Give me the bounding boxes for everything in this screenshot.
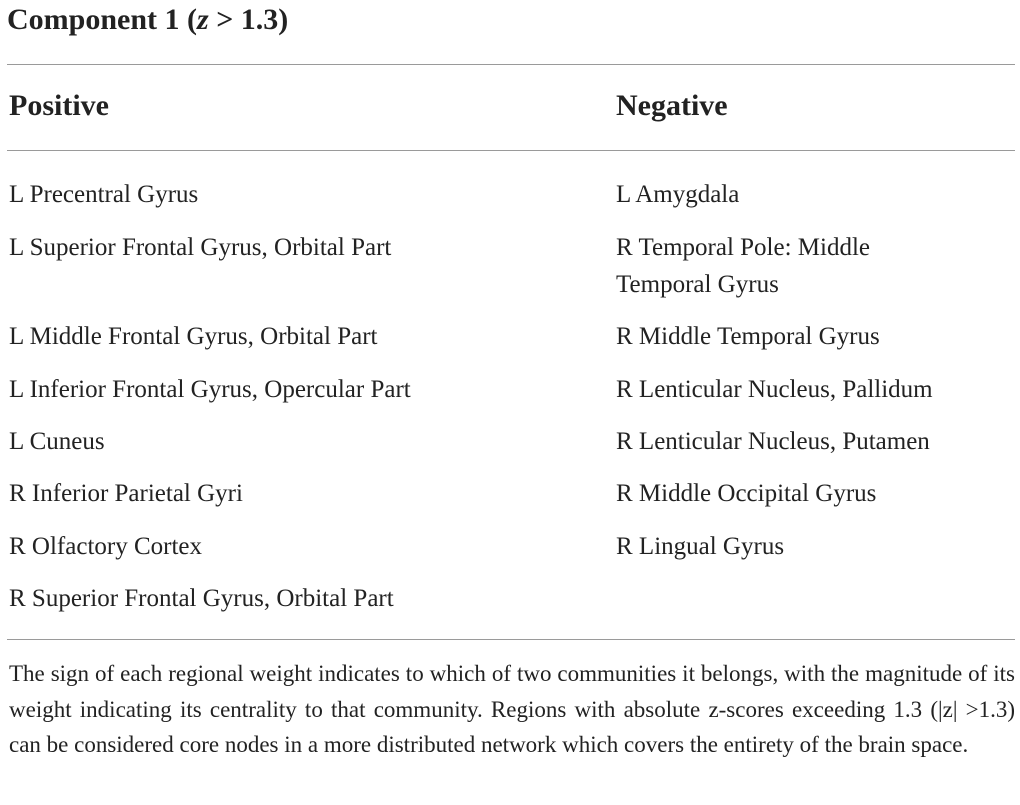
table-cell-negative: R Middle Temporal Gyrus	[616, 323, 880, 350]
table-cell-negative: L Amygdala	[616, 181, 740, 208]
table-cell-positive: L Precentral Gyrus	[9, 181, 199, 208]
table-cell-positive: L Superior Frontal Gyrus, Orbital Part	[9, 234, 392, 261]
table-cell-negative: R Temporal Pole: Middle	[616, 234, 871, 261]
table-cell-positive: R Olfactory Cortex	[9, 533, 203, 560]
bottom-rule	[7, 639, 1015, 640]
table-cell-positive: R Superior Frontal Gyrus, Orbital Part	[9, 585, 394, 612]
title-prefix: Component 1 (	[7, 3, 198, 36]
column-header-negative: Negative	[616, 89, 728, 122]
table-cell-positive: L Middle Frontal Gyrus, Orbital Part	[9, 323, 378, 350]
table-cell-negative: R Lenticular Nucleus, Pallidum	[616, 376, 933, 403]
title-suffix: > 1.3)	[208, 3, 289, 36]
table-cell-negative: R Lingual Gyrus	[616, 533, 785, 560]
table-cell-positive: L Inferior Frontal Gyrus, Opercular Part	[9, 376, 411, 403]
table-cell-negative: R Middle Occipital Gyrus	[616, 480, 877, 507]
table-cell-positive: L Cuneus	[9, 428, 105, 455]
table-footnote: The sign of each regional weight indicates to which of two communities it belongs, with the magnitude of its weight indicating its centrality to that community. Regions with absolute z-scores exceeding 1.3 (|z| >1.3) can be considered core nodes in a more distributed network which covers the entirety of the brain space.	[9, 661, 1015, 757]
column-header-positive: Positive	[9, 89, 109, 122]
top-rule	[7, 64, 1015, 65]
table-cell-negative-continued: Temporal Gyrus	[616, 271, 779, 298]
table-title	[7, 0, 288, 40]
header-rule	[7, 150, 1015, 151]
table-cell-positive: R Inferior Parietal Gyri	[9, 480, 243, 507]
title-variable: z	[197, 3, 209, 36]
table-cell-negative: R Lenticular Nucleus, Putamen	[616, 428, 930, 455]
